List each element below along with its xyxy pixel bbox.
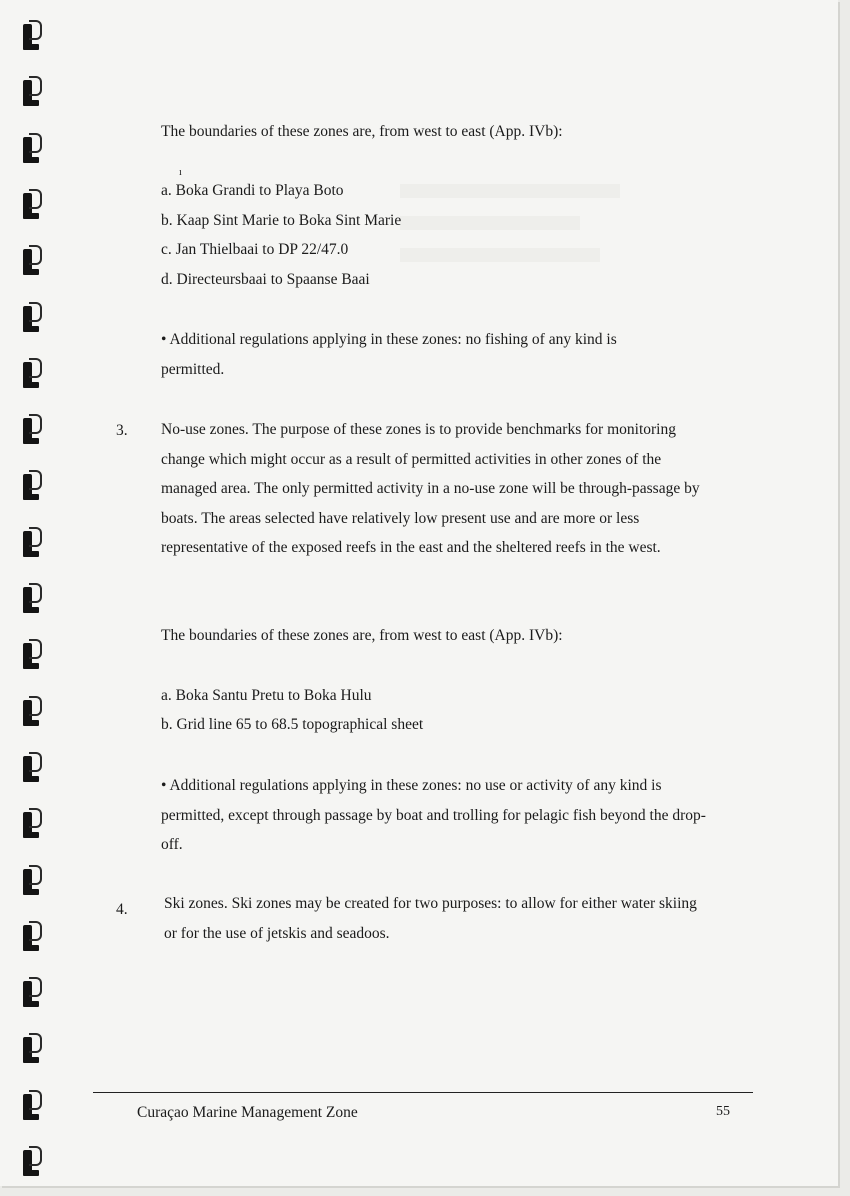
item-4-paragraph: Ski zones. Ski zones may be created for two purposes: to allow for either water skiing or for the use of jetskis and seadoos.	[164, 895, 697, 942]
boundaries-intro-2: The boundaries of these zones are, from west to east (App. IVb):	[161, 627, 563, 644]
additional-regulations-2: • Additional regulations applying in these zones: no use or activity of any kind is permitted, except through passage by boat and trolling for pelagic fish beyond the drop-off.	[161, 777, 706, 854]
list-2-item-a: a. Boka Santu Pretu to Boka Hulu	[161, 687, 372, 704]
binding-ring	[20, 581, 42, 615]
binding-ring	[20, 1144, 42, 1178]
binding-ring	[20, 919, 42, 953]
binding-ring	[20, 187, 42, 221]
additional-regulations-1: • Additional regulations applying in these zones: no fishing of any kind is permitted.	[161, 331, 617, 378]
page-number: 55	[716, 1104, 730, 1119]
binding-ring	[20, 74, 42, 108]
binding-ring	[20, 806, 42, 840]
footer-rule	[93, 1092, 753, 1093]
binding-ring	[20, 863, 42, 897]
binding-ring	[20, 131, 42, 165]
list-2-item-b: b. Grid line 65 to 68.5 topographical sheet	[161, 716, 424, 733]
binding-ring	[20, 356, 42, 390]
binding-ring	[20, 750, 42, 784]
binding-ring	[20, 694, 42, 728]
item-3-number: 3.	[116, 422, 128, 439]
binding-ring	[20, 300, 42, 334]
item-3-paragraph: No-use zones. The purpose of these zones is to provide benchmarks for monitoring change which might occur as a result of permitted activities in other zones of the managed area. The only permitted activity in a no-use zone will be through-passage by boats. The areas selected have relatively low present use and are more or less representative of the exposed reefs in the east and the sheltered reefs in the west.	[161, 421, 700, 557]
item-4-number: 4.	[116, 901, 128, 918]
binding-ring	[20, 637, 42, 671]
binding-ring	[20, 975, 42, 1009]
spiral-binding	[20, 0, 50, 1186]
binding-ring	[20, 1031, 42, 1065]
stray-mark: ı	[179, 167, 182, 178]
binding-ring	[20, 1088, 42, 1122]
binding-ring	[20, 525, 42, 559]
list-1-item-a: a. Boka Grandi to Playa Boto	[161, 182, 344, 199]
list-1-item-b: b. Kaap Sint Marie to Boka Sint Marie	[161, 212, 402, 229]
list-1-item-c: c. Jan Thielbaai to DP 22/47.0	[161, 241, 349, 258]
binding-ring	[20, 468, 42, 502]
boundaries-intro-1: The boundaries of these zones are, from west to east (App. IVb):	[161, 123, 563, 140]
binding-ring	[20, 412, 42, 446]
list-1-item-d: d. Directeursbaai to Spaanse Baai	[161, 271, 370, 288]
footer-title: Curaçao Marine Management Zone	[137, 1104, 358, 1121]
show-through-bleed	[400, 176, 700, 276]
binding-ring	[20, 243, 42, 277]
binding-ring	[20, 18, 42, 52]
